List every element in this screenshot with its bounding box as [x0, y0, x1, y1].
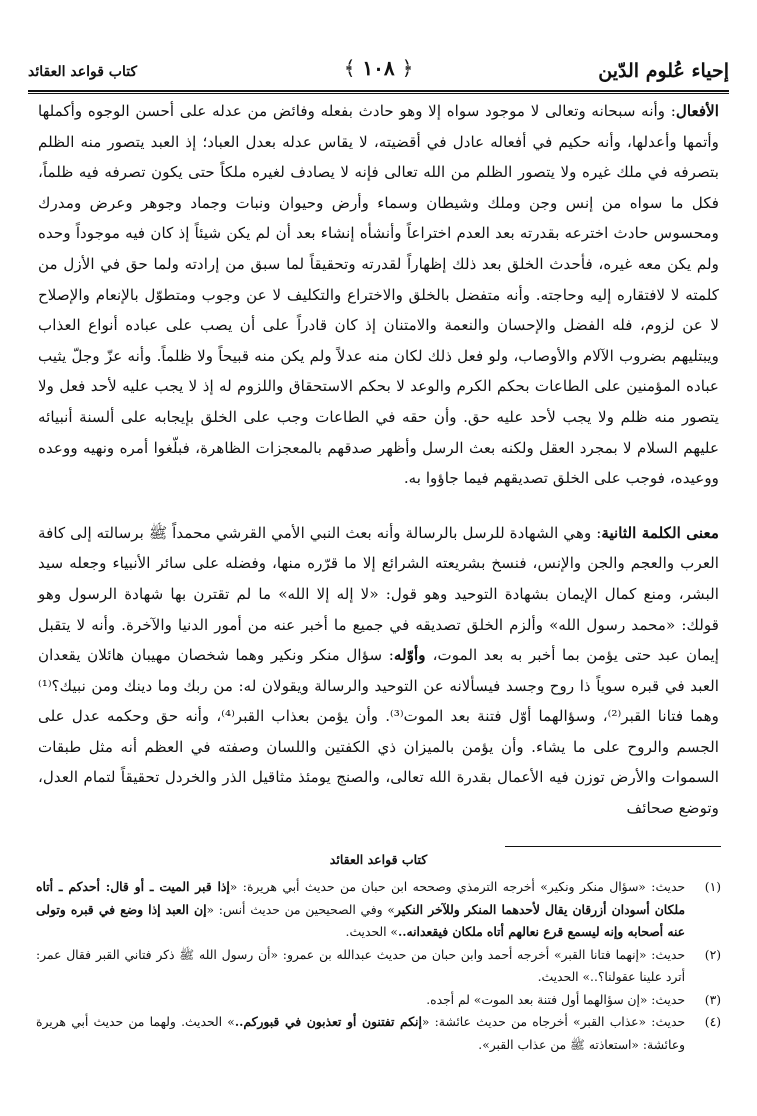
paragraph-lead: الأفعال	[675, 102, 719, 120]
footnote-text-part: حديث: «عذاب القبر» أخرجاه من حديث عائشة: «	[421, 1015, 685, 1029]
footnote-text-part: حديث: «إن سؤالهما أول فتنة بعد الموت» لم أجده.	[426, 992, 685, 1007]
footnote-item	[36, 944, 721, 989]
footnote-text-part: » الحديث. ولهما من حديث أبي هريرة وعائشة: «استعاذته ﷺ من عذاب القبر».	[36, 1015, 685, 1052]
ornament-bracket-right: ﴿	[401, 56, 414, 80]
footnote-text-part: » الحديث.	[345, 925, 398, 939]
footnote-separator	[505, 846, 721, 847]
main-text	[38, 96, 719, 824]
paragraph-lead: معنى الكلمة الثانية	[601, 523, 719, 542]
book-title: إحياء عُلوم الدّين	[598, 60, 729, 82]
header-rule-thick	[28, 90, 729, 92]
paragraph-second-word	[38, 518, 719, 824]
footnote-number: (٣)	[704, 992, 721, 1007]
footnote-number: (٤)	[704, 1015, 721, 1029]
section-title: كتاب قواعد العقائد	[28, 64, 138, 80]
footnote-text	[36, 1011, 685, 1056]
footnote-number: (٢)	[704, 947, 721, 962]
paragraph-bold-term: وأوّله	[393, 646, 433, 665]
footnote-text-part: حديث: «سؤال منكر ونكير» أخرجه الترمذي وصححه ابن حبان من حديث أبي هريرة: «	[229, 880, 685, 894]
footnotes-title: كتاب قواعد العقائد	[329, 852, 428, 867]
footnote-text	[36, 876, 685, 944]
footnote-hadith-text: إن العبد إذا وضع في قبره وتولى عنه أصحابه وإنه ليسمع قرع نعالهم أتاه ملكان فيقعدانه..	[36, 901, 685, 939]
ornament-bracket-left: ﴾	[343, 56, 356, 80]
paragraph-body: : وهي الشهادة للرسل بالرسالة وأنه بعث النبي الأمي القرشي محمداً ﷺ برسالته إلى كافة العرب والعجم والجن والإنس، فنسخ بشريعته الشرائع إلا ما قرّره منها، وفضله على سائر الأنبياء وجعله سيد البشر، ومنع كمال الإيمان بشهادة التوحيد وهو قول: «لا إله إلا الله» ما لم تقترن بها شهادة الرسول وهو قولك: «محمد رسول الله» وألزم الخلق تصديقه في جميع ما أخبر عنه من أمور الدنيا والآخرة. وأنه لا يتقبل إيمان عبد حتى يؤمن بما أخبر به بعد الموت،	[38, 523, 719, 665]
footnote-text	[36, 989, 685, 1012]
footnote-hadith-text: إذا قبر الميت ـ أو قال: أحدكم ـ أتاه ملكان أسودان أزرقان يقال لأحدهما المنكر وللآخر النكير	[36, 879, 685, 917]
footnote-item	[36, 1011, 721, 1056]
footnote-item	[36, 989, 721, 1012]
footnote-hadith-text: إنكم تفتنون أو تعذبون في قبوركم..	[234, 1014, 422, 1029]
footnote-text-part: حديث: «إنهما فتانا القبر» أخرجه أحمد وابن حبان من حديث عبدالله بن عمرو: «أن رسول الله ﷺ ذكر فتاني القبر فقال عمر: أترد علينا عقولنا؟..» الحديث.	[36, 947, 685, 984]
footnote-item	[36, 876, 721, 944]
paragraph-body: : وأنه سبحانه وتعالى لا موجود سواه إلا وهو حادث بفعله وفائض من عدله على أحسن الوجوه وأكملها وأتمها وأعدلها، وأنه حكيم في أفعاله عادل في أقضيته، لا يقاس عدله بعدل العباد؛ إذ العبد يتصور منه الظلم بتصرفه في ملك غيره ولا يتصور الظلم من الله تعالى فإنه لا يصادف لغيره ملكاً حتى يكون تصرفه فيه ظلماً، فكل ما سواه من إنس وجن وملك وشيطان وسماء وأرض وحيوان ونبات وجماد وجوهر وعرض ومدرك ومحسوس حادث اخترعه بقدرته بعد العدم اختراعاً وأنشأه إنشاء بعد أن لم يكن شيئاً إذ كان فيه موجوداً وحده ولم يكن معه غيره، فأحدث الخلق بعد ذلك إظهاراً لقدرته وتحقيقاً لما سبق من إرادته ولما حق في الأزل من كلمته لا لافتقاره إليه وحاجته. وأنه متفضل بالخلق والاختراع والتكليف لا عن وجوب ومتطوّل بالإنعام والإصلاح لا عن لزوم، فله الفضل والإحسان والنعمة والامتنان إذ كان قادراً على أن يصب على عباده أنواع العذاب ويبتليهم بضروب الآلام والأوصاب، ولو فعل ذلك لكان منه عدلاً ولم يكن منه قبيحاً ولا ظلماً. وأنه عزّ وجلّ يثيب عباده المؤمنين على الطاعات بحكم الكرم والوعد لا بحكم الاستحقاق واللزوم له إذ لا يجب عليه لأحد فعل ولا يتصور منه ظلم ولا يجب لأحد عليه حق. وأن حقه في الطاعات وجب على الخلق بإيجابه على ألسنة أنبيائه عليهم السلام لا بمجرد العقل ولكنه بعث الرسل وأظهر صدقهم بالمعجزات الظاهرة، فبلّغوا أمره ونهيه ووعده ووعيده، فوجب على الخلق تصديقهم فيما جاؤوا به.	[38, 102, 719, 488]
footnote-text	[36, 944, 685, 989]
footnote-number: (١)	[704, 880, 721, 894]
paragraph-actions	[38, 96, 719, 494]
header-rule-thin	[28, 93, 729, 94]
page-header	[28, 52, 729, 90]
footnotes	[36, 876, 721, 1056]
page-number: ١٠٨	[362, 56, 395, 80]
footnote-text-part: » وفي الصحيحين من حديث أنس: «	[206, 902, 395, 917]
paragraph-body-continued: : سؤال منكر ونكير وهما شخصان مهيبان هائلان يقعدان العبد في قبره سوياً ذا روح وجسد فيسألانه عن التوحيد والرسالة ويقولان له: من ربك وما دينك ومن نبيك؟⁽¹⁾ وهما فتانا القبر⁽²⁾، وسؤالهما أوّل فتنة بعد الموت⁽³⁾. وأن يؤمن بعذاب القبر⁽⁴⁾، وأنه حق وحكمه عدل على الجسم والروح على ما يشاء. وأن يؤمن بالميزان ذي الكفتين واللسان وصفته في العظم أنه مثل طبقات السموات والأرض توزن فيه الأعمال بقدرة الله تعالى، والصنج يومئذ مثاقيل الذر والخردل تحقيقاً لتمام العدل، وتوضع صحائف	[38, 646, 719, 818]
